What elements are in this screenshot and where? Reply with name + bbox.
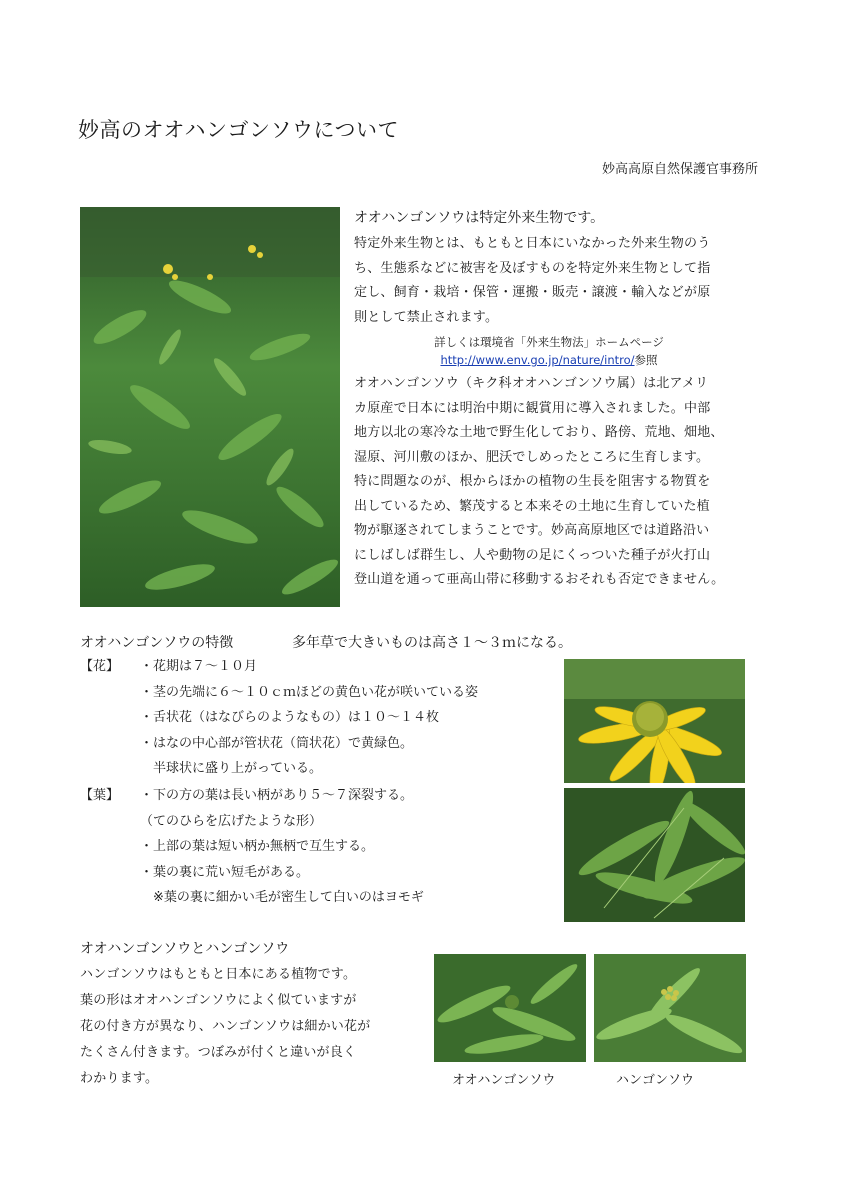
intro-paragraph-1	[354, 232, 710, 330]
text-line: にしばしば群生し、人や動物の足にくっついた種子が火打山	[354, 547, 711, 563]
flower-photo	[564, 659, 745, 783]
text-line: たくさん付きます。つぼみが付くと違いが良く	[80, 1045, 357, 1060]
text-line: 則として禁止されます。	[354, 309, 499, 325]
list-item: ・上部の葉は短い柄か無柄で互生する。	[140, 839, 375, 854]
text-line: 特定外来生物とは、もともと日本にいなかった外来生物のう	[354, 236, 711, 251]
flower-list	[140, 654, 478, 782]
intro-heading: オオハンゴンソウは特定外来生物です。	[354, 210, 605, 226]
list-item: ・花期は７～１０月	[140, 659, 258, 674]
list-item: ・舌状花（はなびらのようなもの）は１０～１４枚	[140, 710, 440, 725]
text-line: 地方以北の寒冷な土地で野生化しており、路傍、荒地、畑地、	[354, 425, 724, 440]
hangonsou-photo	[594, 954, 746, 1062]
reference-text: 詳しくは環境省「外来生物法」ホームページ	[434, 335, 664, 349]
text-line: 葉の形はオオハンゴンソウによく似ていますが	[80, 993, 357, 1008]
text-line: カ原産で日本には明治中期に観賞用に導入されました。中部	[354, 400, 711, 416]
env-link[interactable]: http://www.env.go.jp/nature/intro/	[440, 353, 635, 367]
features-subtitle: 多年草で大きいものは高さ１～３ｍになる。	[292, 635, 572, 651]
text-line: 物が駆逐されてしまうことです。妙高高原地区では道路沿い	[354, 523, 710, 538]
leaf-photo	[564, 788, 745, 922]
text-line: 定し、飼育・栽培・保管・運搬・販売・譲渡・輸入などが原	[354, 285, 711, 300]
text-line: ち、生態系などに被害を及ぼすものを特定外来生物として指	[354, 260, 711, 276]
text-line: わかります。	[80, 1071, 159, 1086]
reference-note	[384, 334, 714, 368]
text-line: 湿原、河川敷のほか、肥沃でしめったところに生育します。	[354, 449, 710, 465]
leaf-label: 【葉】	[80, 788, 120, 803]
compare-title: オオハンゴンソウとハンゴンソウ	[80, 941, 290, 957]
compare-text	[80, 962, 370, 1092]
list-item: ・茎の先端に６～１０ｃｍほどの黄色い花が咲いている姿	[140, 684, 479, 700]
office-name: 妙高高原自然保護官事務所	[601, 162, 758, 177]
text-line: 花の付き方が異なり、ハンゴンソウは細かい花が	[80, 1019, 371, 1034]
flower-label: 【花】	[80, 659, 120, 674]
intro-paragraph-2	[354, 372, 724, 593]
caption-oohangonsou: オオハンゴンソウ	[452, 1073, 556, 1088]
list-item: 半球状に盛り上がっている。	[140, 761, 323, 776]
reference-link-line	[384, 352, 714, 368]
text-line: 特に問題なのが、根からほかの植物の生長を阻害する物質を	[354, 474, 711, 489]
oohangonsou-photo	[434, 954, 586, 1062]
page-title: 妙高のオオハンゴンソウについて	[78, 118, 400, 142]
features-title: オオハンゴンソウの特徴	[80, 635, 234, 651]
text-line: 登山道を通って亜高山帯に移動するおそれも否定できません。	[354, 572, 725, 587]
text-line: ハンゴンソウはもともと日本にある植物です。	[80, 967, 357, 982]
list-item: （てのひらを広げたような形）	[140, 813, 323, 829]
main-plant-photo	[80, 207, 340, 607]
link-suffix: 参照	[634, 353, 658, 367]
text-line: オオハンゴンソウ（キク科オオハンゴンソウ属）は北アメリ	[354, 376, 709, 391]
list-item: ・はなの中心部が管状花（筒状花）で黄緑色。	[140, 735, 414, 751]
leaf-list	[140, 783, 424, 911]
list-item: ・下の方の葉は長い柄があり５～７深裂する。	[140, 788, 414, 803]
caption-hangonsou: ハンゴンソウ	[616, 1073, 695, 1088]
list-item: ※葉の裏に細かい毛が密生して白いのはヨモギ	[140, 890, 424, 905]
list-item: ・葉の裏に荒い短毛がある。	[140, 864, 310, 880]
text-line: 出しているため、繁茂すると本来その土地に生育していた植	[354, 498, 710, 514]
